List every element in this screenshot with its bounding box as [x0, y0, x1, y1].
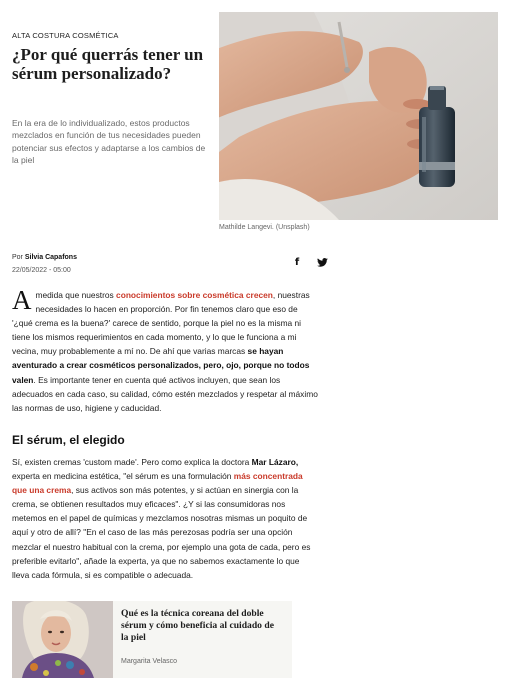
lead-text-1: medida que nuestros [35, 290, 117, 300]
kicker: ALTA COSTURA COSMÉTICA [12, 31, 119, 40]
facebook-icon: f [294, 256, 300, 268]
lead-text-2: , nuestras necesidades lo hacen en proporción. Por fin tenemos claro que eso de '¿qué crema es la buena?' carece de sentido, porque la piel no es la misma ni tiene los mismos requerimientos en cada momento, y lo que le funciona a mi vecina, muy probablemente a mí no. De ahí que varias marcas [12, 290, 310, 357]
lead-bold-text: se hayan aventurado a crear cosméticos personalizados, pero, ojo, porque no todos valen [12, 346, 310, 385]
section-heading: El sérum, el elegido [12, 433, 125, 447]
twitter-share-button[interactable] [314, 254, 330, 270]
lead-text-3: . Es importante tener en cuenta qué activos incluyen, que sean los adecuados en cada caso, su calidad, cómo estén mezclados y respetar al máximo las normas de uso, higiene y caducidad. [12, 374, 318, 413]
section-paragraph [12, 455, 318, 582]
related-article-thumbnail [12, 601, 113, 678]
related-article-author: Margarita Velasco [121, 658, 178, 665]
hero-image [219, 12, 498, 220]
publish-date: 22/05/2022 - 05:00 [12, 267, 71, 274]
drop-cap: A [12, 285, 32, 315]
author-link[interactable]: Silvia Capafons [24, 254, 77, 261]
twitter-icon [317, 258, 328, 267]
related-article-card[interactable] [12, 601, 292, 678]
related-article-title[interactable]: Qué es la técnica coreana del doble sérum y cómo beneficia al cuidado de la piel [121, 608, 274, 643]
page-title: ¿Por qué querrás tener un sérum personalizado? [12, 45, 204, 83]
byline [12, 254, 77, 261]
section-text-2: experta en medicina estética, "el sérum es una formulación [12, 471, 234, 482]
link-conocimientos-cosmetica[interactable]: conocimientos sobre cosmética crecen [116, 290, 273, 300]
byline-prefix: Por [12, 254, 25, 261]
section-text-1: Sí, existen cremas 'custom made'. Pero como explica la doctora [12, 457, 252, 467]
facebook-share-button[interactable] [289, 254, 305, 270]
article-lead-paragraph [12, 285, 318, 415]
article-dek: En la era de lo individualizado, estos productos mezclados en función de tus necesidades pueden potenciar sus efectos y adaptarse a los cambios de la piel [12, 118, 206, 166]
image-caption: Mathilde Langevi. (Unsplash) [219, 224, 310, 231]
section-text-3: , sus activos son más potentes, y si actúan en sinergia con la crema, se obtienen resultados muy eficaces". ¿Y si las consumidoras nos metemos en el papel de químicas y mezclamos nosotras mismas un poquito de aquí y otro de allí? "En el caso de las más perezosas podría ser una opción mezclar el nuestro habitual con la crema, por ejemplo una gota de cada, pero es preferible evitarlo", añade la experta, ya que no sabemos exactamente lo que lleva cada fórmula, si es compatible o adecuada. [12, 485, 311, 580]
link-mas-concentrada[interactable]: más concentrada que una crema [12, 471, 303, 496]
doctor-name: Mar Lázaro, [251, 457, 299, 467]
